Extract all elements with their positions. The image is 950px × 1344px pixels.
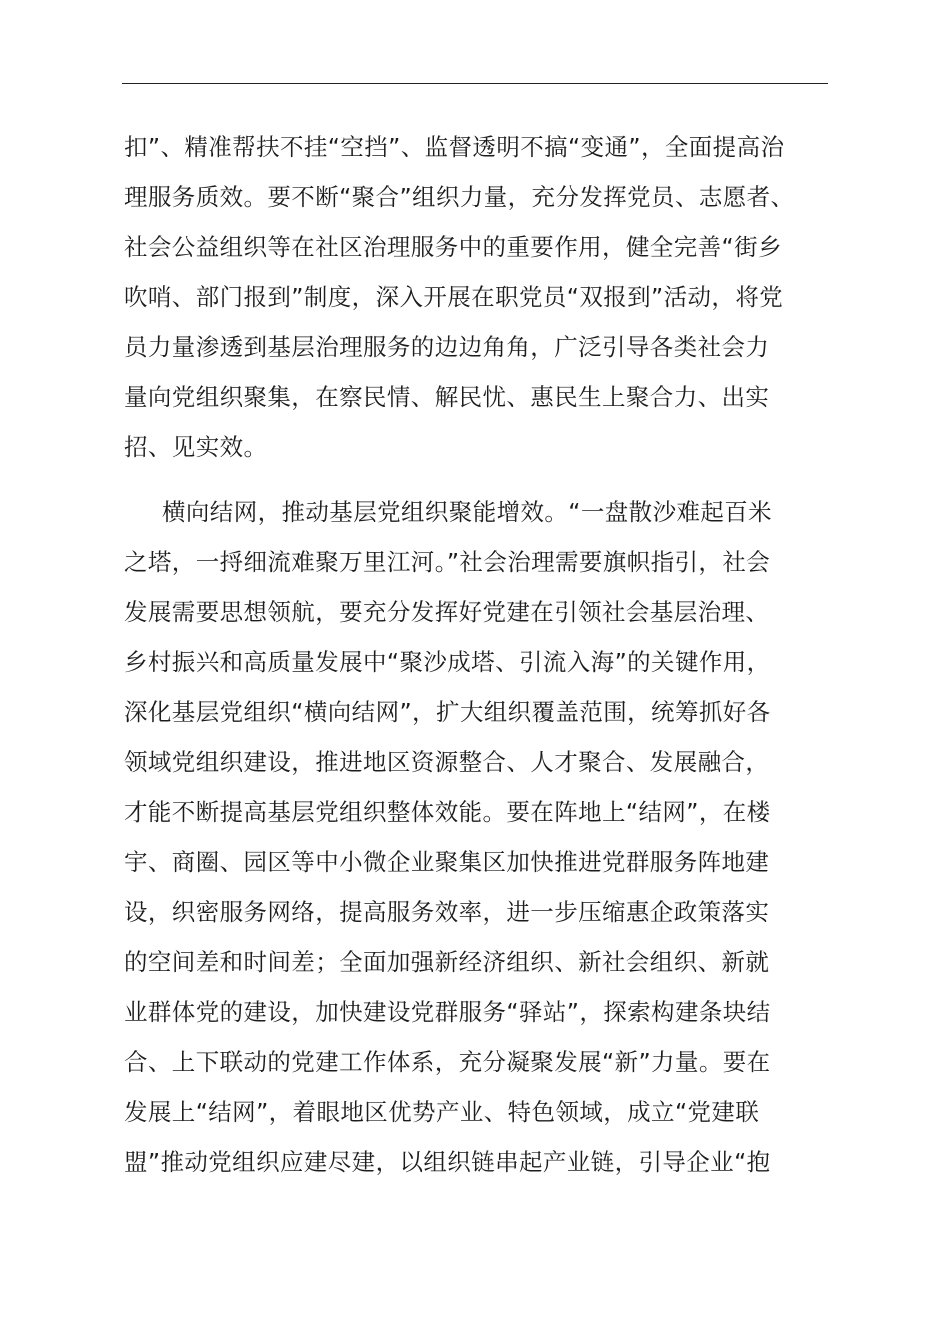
text-line: 招、见实效。	[124, 433, 268, 461]
text-line: 合、上下联动的党建工作体系，充分凝聚发展“新”力量。要在	[124, 1048, 771, 1076]
paragraph-1	[124, 122, 830, 472]
text-line: 宇、商圈、园区等中小微企业聚集区加快推进党群服务阵地建	[124, 848, 770, 876]
text-line: 量向党组织聚集，在察民情、解民忧、惠民生上聚合力、出实	[124, 383, 770, 411]
header-divider	[122, 83, 828, 84]
text-line-first: 横向结网，推动基层党组织聚能增效。“一盘散沙难起百米	[162, 498, 773, 526]
text-line: 深化基层党组织“横向结网”，扩大组织覆盖范围，统筹抓好各	[124, 698, 771, 726]
text-line: 发展上“结网”，着眼地区优势产业、特色领域，成立“党建联	[124, 1098, 760, 1126]
paragraph-2	[124, 487, 830, 1187]
body-text	[124, 122, 830, 1187]
text-line: 业群体党的建设，加快建设党群服务“驿站”，探索构建条块结	[124, 998, 771, 1026]
text-line: 社会公益组织等在社区治理服务中的重要作用，健全完善“街乡	[124, 233, 782, 261]
text-line: 领域党组织建设，推进地区资源整合、人才聚合、发展融合，	[124, 748, 770, 776]
text-line: 的空间差和时间差；全面加强新经济组织、新社会组织、新就	[124, 948, 770, 976]
text-line: 乡村振兴和高质量发展中“聚沙成塔、引流入海”的关键作用，	[124, 648, 771, 676]
text-line: 设，织密服务网络，提高服务效率，进一步压缩惠企政策落实	[124, 898, 770, 926]
text-line: 发展需要思想领航，要充分发挥好党建在引领社会基层治理、	[124, 598, 770, 626]
text-line: 员力量渗透到基层治理服务的边边角角，广泛引导各类社会力	[124, 333, 770, 361]
text-line: 扣”、精准帮扶不挂“空挡”、监督透明不搞“变通”，全面提高治	[124, 133, 785, 161]
text-line: 才能不断提高基层党组织整体效能。要在阵地上“结网”，在楼	[124, 798, 771, 826]
text-line: 盟”推动党组织应建尽建，以组织链串起产业链，引导企业“抱	[124, 1148, 771, 1176]
text-line: 吹哨、部门报到”制度，深入开展在职党员“双报到”活动，将党	[124, 283, 784, 311]
text-line: 理服务质效。要不断“聚合”组织力量，充分发挥党员、志愿者、	[124, 183, 795, 211]
text-line: 之塔，一捋细流难聚万里江河。”社会治理需要旗帜指引，社会	[124, 548, 771, 576]
